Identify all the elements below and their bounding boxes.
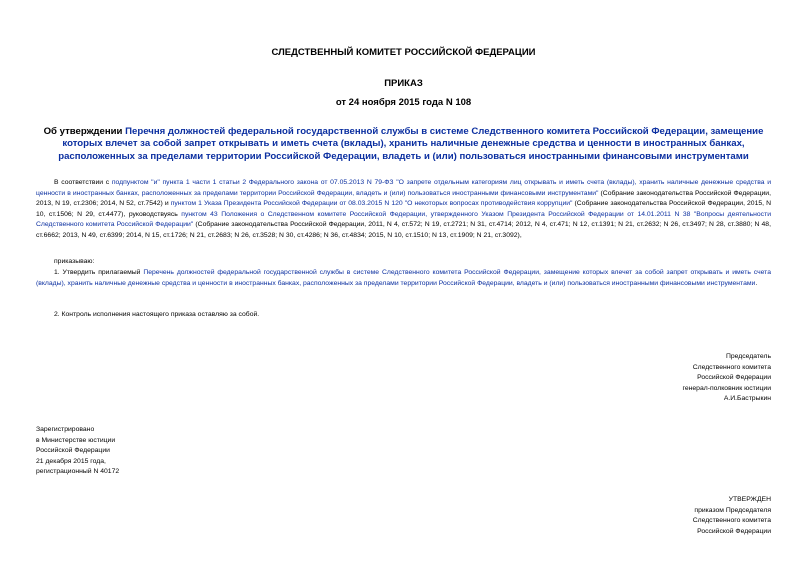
signature-line-4: генерал-полковник юстиции	[682, 384, 771, 392]
registration-line-2: в Министерстве юстиции	[36, 436, 116, 444]
item-1-paragraph	[36, 268, 771, 289]
approved-list-link[interactable]: Перечень должностей федеральной государственной службы в системе Следственного комитета Российской Федерации, замещение которых влечет за собой запрет открывать и иметь счета (вклады), хранить наличные денежные средства и ценности в иностранных банках, расположенных за пределами территории Российской Федерации, владеть и (или) пользоваться иностранными финансовыми инструментами	[36, 269, 771, 287]
decree-120-link[interactable]: пунктом 1 Указа Президента Российской Федерации от 08.03.2015 N 120 "О некоторых вопросах противодействия коррупции"	[170, 200, 573, 208]
preamble-text-2: (Собрание законодательства Российской Федерации, 2013, N 19, ст.2306; 2014, N 52, ст.7542) и	[36, 189, 771, 208]
signature-name: А.И.Бастрыкин	[723, 395, 771, 403]
approved-line-4: Российской Федерации	[697, 527, 771, 535]
preamble-paragraph	[36, 178, 771, 242]
doc-type-heading: ПРИКАЗ	[384, 78, 423, 89]
signature-line-1: Председатель	[726, 353, 771, 360]
order-word: приказываю:	[54, 258, 95, 265]
registration-block	[36, 425, 119, 478]
signature-line-2: Следственного комитета	[692, 363, 771, 371]
agency-heading: СЛЕДСТВЕННЫЙ КОМИТЕТ РОССИЙСКОЙ ФЕДЕРАЦИИ	[271, 47, 536, 58]
approved-line-1: УТВЕРЖДЕН	[728, 496, 771, 503]
title-link[interactable]: Перечня должностей федеральной государственной службы в системе Следственного комитета Российской Федерации, замещение которых влечет за собой запрет открывать и иметь счета (вклады), хранить наличные денежные средства и ценности в иностранных банках, расположенных за пределами территории Российской Федерации, владеть и (или) пользоваться иностранными финансовыми инструментами	[58, 126, 764, 162]
item-1-text: 1. Утвердить прилагаемый	[54, 269, 144, 276]
title-prefix: Об утверждении	[43, 126, 126, 137]
preamble-text-4: (Собрание законодательства Российской Федерации, 2011, N 4, ст.572; N 19, ст.2721; N 31, ст.4714; 2012, N 4, ст.471; N 12, ст.1391; N 21, ст.2632; N 26, ст.3497; N 28, ст.3880; N 48, ст.6662; 2013, N 49, ст.6399; 2014, N 15, ст.1726; N 21, ст.2683; N 26, ст.3528; N 30, ст.4286; N 36, ст.4834; 2015, N 10, ст.1510; N 13, ст.1909; N 21, ст.3092),	[36, 221, 771, 239]
preamble-text-3: (Собрание законодательства Российской Федерации, 2015, N 10, ст.1506; N 29, ст.4477), руководствуясь	[36, 200, 771, 218]
item-2-paragraph: 2. Контроль исполнения настоящего приказа оставляю за собой.	[54, 311, 260, 318]
date-number: от 24 ноября 2015 года N 108	[335, 97, 472, 108]
approved-line-3: Следственного комитета	[692, 517, 771, 525]
approved-line-2: приказом Председателя	[694, 506, 771, 514]
approved-block	[693, 495, 771, 537]
regulation-item-43-link[interactable]: пунктом 43 Положения о Следственном комитете Российской Федерации, утвержденного Указом Президента Российской Федерации от 14.01.2011 N 38 "Вопросы деятельности Следственного комитета Российской Федерации"	[36, 210, 771, 229]
signature-line-3: Российской Федерации	[697, 374, 771, 382]
document-title	[36, 126, 771, 163]
registration-date: 21 декабря 2015 года,	[36, 457, 106, 465]
registration-line-1: Зарегистрировано	[36, 426, 95, 433]
preamble-text-1: В соответствии с	[54, 179, 112, 186]
item-1-end: .	[755, 279, 758, 287]
registration-line-3: Российской Федерации	[36, 447, 110, 455]
law-79-fz-link[interactable]: подпунктом "и" пункта 1 части 1 статьи 2 Федерального закона от 07.05.2013 N 79-ФЗ "О запрете отдельным категориям лиц открывать и иметь счета (вклады), хранить наличные денежные средства и ценности в иностранных банках, расположенных за пределами территории Российской Федерации, владеть и (или) пользоваться иностранными финансовыми инструментами"	[36, 179, 771, 197]
signature-block	[683, 352, 771, 405]
registration-number: регистрационный N 40172	[36, 468, 120, 476]
